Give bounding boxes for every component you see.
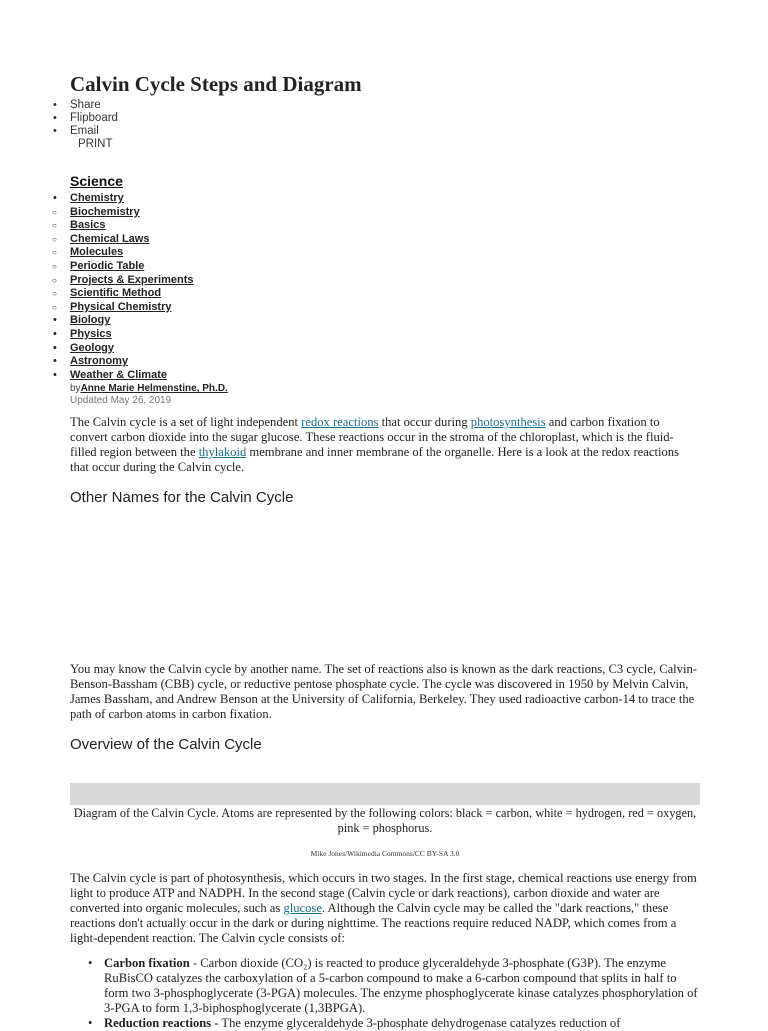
image-credit: Mike Jones/Wikimedia Commons/CC BY-SA 3.0: [310, 849, 460, 858]
category-list: [70, 192, 700, 382]
category-link[interactable]: Molecules: [70, 246, 124, 259]
diagram-image-placeholder: [70, 783, 700, 805]
category-link[interactable]: Basics: [70, 219, 106, 232]
article-content: [70, 70, 700, 1030]
category-item: [70, 260, 700, 274]
heading-other-names: Other Names for the Calvin Cycle: [70, 489, 294, 507]
photosynthesis-link[interactable]: photosynthesis: [470, 415, 546, 430]
category-item: [70, 206, 700, 220]
category-item: [70, 355, 700, 369]
category-link[interactable]: Chemistry: [70, 192, 124, 204]
category-link[interactable]: Chemical Laws: [70, 232, 150, 245]
glucose-link[interactable]: glucose: [283, 901, 322, 915]
intro-paragraph: The Calvin cycle is a set of light independent redox reactions that occur during photosynthesis and carbon fixation to convert carbon dioxide into the sugar glucose. These reactions occur in the stroma of the chloroplast, which is the fluid-filled region between the thylakoid membrane and inner membrane of the organelle. Here is a look at the redox reactions that occur during the Calvin cycle.: [70, 415, 679, 475]
list-item: • Carbon fixation - Carbon dioxide (CO₂) is reacted to produce glyceraldehyde 3-phosphate (G3P). The enzyme RuBisCO catalyzes the carboxylation of a 5-carbon compound to make a 6-carbon compound that splits in half to form two 3-phosphoglycerate (3-PGA) molecules. The enzyme phosphoglycerate kinase catalyzes phosphorylation of 3-PGA to form 1,3-biphosphoglycerate (1,3BPGA).: [70, 956, 700, 1016]
updated-date: Updated May 26, 2019: [70, 395, 172, 407]
step-name: Carbon fixation: [104, 956, 190, 970]
category-link[interactable]: Geology: [70, 341, 115, 354]
flipboard-link[interactable]: Flipboard: [70, 112, 118, 124]
category-link[interactable]: Projects & Experiments: [70, 273, 194, 286]
category-item: [70, 314, 700, 328]
category-item: [70, 328, 700, 342]
print-link[interactable]: PRINT: [78, 138, 113, 150]
other-names-paragraph: You may know the Calvin cycle by another name. The set of reactions also is known as the dark reactions, C3 cycle, Calvin-Benson-Bassham (CBB) cycle, or reductive pentose phosphate cycle. The cycle was discovered in 1950 by Melvin Calvin, James Bassham, and Andrew Benson at the University of California, Berkeley. They used radioactive carbon-14 to trace the path of carbon atoms in carbon fixation.: [70, 662, 697, 721]
category-item: [70, 342, 700, 356]
category-link[interactable]: Physical Chemistry: [70, 300, 172, 313]
category-item: [70, 274, 700, 288]
share-link[interactable]: Share: [70, 99, 101, 111]
category-link[interactable]: Biology: [70, 314, 111, 327]
email-link[interactable]: Email: [70, 125, 99, 137]
category-item: [70, 233, 700, 247]
category-item: [70, 192, 700, 206]
author-link[interactable]: Anne Marie Helmenstine, Ph.D.: [80, 383, 228, 395]
category-link[interactable]: Astronomy: [70, 355, 129, 368]
article-title: Calvin Cycle Steps and Diagram: [70, 72, 362, 96]
category-science-link[interactable]: Science: [70, 173, 123, 189]
category-link[interactable]: Physics: [70, 327, 112, 340]
calvin-steps-list: [70, 956, 700, 1031]
diagram-caption: Diagram of the Calvin Cycle. Atoms are represented by the following colors: black = carbon, white = hydrogen, red = oxygen, pink = phosphorus.: [73, 806, 697, 835]
share-list: [70, 99, 700, 151]
category-item: [70, 369, 700, 383]
step-name: Reduction reactions: [104, 1016, 212, 1030]
heading-overview: Overview of the Calvin Cycle: [70, 736, 262, 753]
category-link[interactable]: Periodic Table: [70, 259, 145, 272]
category-item: [70, 287, 700, 301]
list-item: • Reduction reactions - The enzyme glyceraldehyde 3-phosphate dehydrogenase catalyzes reduction of: [70, 1016, 700, 1031]
category-item: [70, 246, 700, 260]
category-item: [70, 219, 700, 233]
thylakoid-link[interactable]: thylakoid: [198, 445, 247, 460]
overview-paragraph: The Calvin cycle is part of photosynthesis, which occurs in two stages. In the first stage, chemical reactions use energy from light to produce ATP and NADPH. In the second stage (Calvin cycle or dark reactions), carbon dioxide and water are converted into organic molecules, such as glucose. Although the Calvin cycle may be called the "dark reactions," these reactions don't actually occur in the dark or during nighttime. The reactions require reduced NADP, which comes from a light-dependent reaction. The Calvin cycle consists of:: [70, 871, 697, 945]
category-link[interactable]: Scientific Method: [70, 287, 162, 300]
byline: [70, 383, 700, 395]
by-prefix: by: [70, 383, 81, 395]
category-item: [70, 301, 700, 315]
redox-reactions-link[interactable]: redox reactions: [301, 415, 379, 430]
category-link[interactable]: Weather & Climate: [70, 368, 167, 381]
category-link[interactable]: Biochemistry: [70, 205, 140, 218]
